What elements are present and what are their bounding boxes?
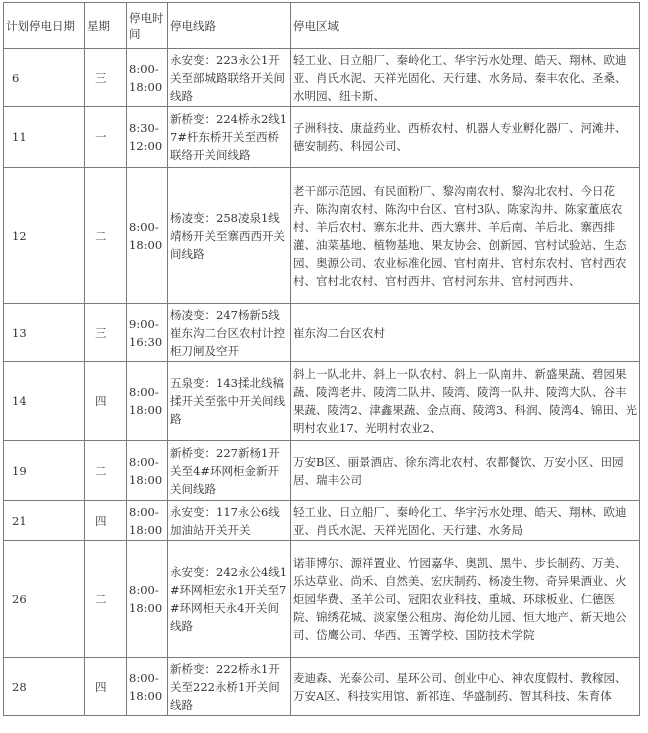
row-time: 8:00-18:00 <box>127 541 168 658</box>
header-row <box>4 3 640 49</box>
row-line: 新桥变：227新杨1开关至4#环网柜金新开关间线路 <box>168 441 291 501</box>
table-row <box>4 304 640 362</box>
row-date: 12 <box>12 228 27 243</box>
row-date: 11 <box>12 130 27 144</box>
header-date: 计划停电日期 <box>4 3 85 49</box>
row-time: 8:00-18:00 <box>127 658 168 716</box>
row-area: 老干部示范园、有民面粉厂、黎沟南农村、黎沟北农村、今日花卉、陈沟南农村、陈沟中台区、官村3队、陈家沟井、陈家董底农村、羊后农村、寨东北井、西大寨井、羊后南、羊后北、寨西排灌、油菜基地、植物基地、果友协会、创新园、官村试验站、生态园、奥源公司、农业标准化园、官村南井、官村东农村、官村西农村、官村北农村、官村西井、官村河东井、官村河西井、 <box>291 168 640 304</box>
row-area: 麦迪森、光泰公司、星环公司、创业中心、神农度假村、教稼园、万安A区、科技实用馆、新祁连、华盛制药、智其科技、朱育体 <box>291 658 640 716</box>
row-day: 一 <box>95 130 107 144</box>
row-date: 28 <box>12 679 27 694</box>
row-area: 轻工业、日立船厂、秦岭化工、华宇污水处理、皓天、翔林、欧迪亚、肖氏水泥、天祥光固化、天行建、水务局、秦丰农化、圣桑、水明园、纽卡斯、 <box>291 49 640 107</box>
row-time: 8:00-18:00 <box>127 362 168 441</box>
header-line: 停电线路 <box>168 3 291 49</box>
row-date: 21 <box>12 513 27 528</box>
row-area: 子洲科技、康益药业、西桥农村、机器人专业孵化器厂、河滩井、德安制药、科园公司、 <box>291 107 640 168</box>
row-day: 二 <box>95 463 107 478</box>
row-line: 永安变：223永公1开关至部城路联络开关间线路 <box>168 49 291 107</box>
table-row <box>4 501 640 541</box>
row-line: 杨凌变：247杨新5线崔东沟二台区农村计控柜刀闸及空开 <box>168 304 291 362</box>
row-area: 万安B区、丽景酒店、徐东湾北农村、农都餐饮、万安小区、田园居、瑞丰公司 <box>291 441 640 501</box>
header-time: 停电时间 <box>127 3 168 49</box>
schedule-wrapper <box>3 2 640 716</box>
row-day: 三 <box>95 70 107 85</box>
table-row <box>4 107 640 168</box>
table-row <box>4 658 640 716</box>
row-day: 三 <box>95 325 107 340</box>
row-date: 13 <box>12 325 27 340</box>
row-date: 6 <box>12 70 20 85</box>
row-day: 四 <box>95 513 107 528</box>
row-date: 19 <box>12 463 27 478</box>
row-area: 轻工业、日立船厂、秦岭化工、华宇污水处理、皓天、翔林、欧迪亚、肖氏水泥、天祥光固化、天行建、水务局 <box>291 501 640 541</box>
table-row <box>4 168 640 304</box>
row-day: 二 <box>95 592 107 606</box>
table-row <box>4 441 640 501</box>
row-area: 诺菲博尔、源祥置业、竹园嘉华、奥凯、黑牛、步长制药、万美、乐达草业、尚禾、自然美、宏庆制药、杨凌生物、奇异果酒业、火炬园华费、圣羊公司、冠阳农业科技、重城、环球板业、仁德医院、锦绣花城、淡家堡公租房、海伦幼儿园、恒大地产、新天地公司、岱鹰公司、华西、玉箐学校、国防技术学院 <box>291 541 640 658</box>
row-line: 永安变：117永公6线加油站开关开关 <box>168 501 291 541</box>
row-time: 8:30-12:00 <box>127 107 168 168</box>
row-time: 8:00-18:00 <box>127 49 168 107</box>
table-row <box>4 362 640 441</box>
row-line: 新桥变：224桥永2线17#杆东桥开关至西桥联络开关间线路 <box>168 107 291 168</box>
row-area: 斜上一队北井、斜上一队农村、斜上一队南井、新盛果蔬、碧园果蔬、陵湾老井、陵湾二队井、陵湾、陵湾一队井、陵湾大队、谷丰果蔬、陵湾2、津鑫果蔬、金点商、陵湾3、科润、陵湾4、锦田、光明村农业17、光明村农业2、 <box>291 362 640 441</box>
row-line: 杨凌变：258凌泉1线靖杨开关至寨西西开关间线路 <box>168 168 291 304</box>
row-date: 14 <box>12 394 27 408</box>
header-day: 星期 <box>85 3 127 49</box>
row-date: 26 <box>12 592 27 606</box>
row-line: 新桥变：222桥永1开关至222永桥1开关间线路 <box>168 658 291 716</box>
row-line: 五泉变：143揉北线稿揉开关至张中开关间线路 <box>168 362 291 441</box>
table-row <box>4 541 640 658</box>
power-outage-table <box>3 2 640 716</box>
table-row <box>4 49 640 107</box>
row-line: 永安变：242永公4线1#环网柜宏永1开关至7#环网柜天永4开关间线路 <box>168 541 291 658</box>
row-day: 二 <box>95 228 107 243</box>
row-area: 崔东沟二台区农村 <box>291 304 640 362</box>
row-time: 8:00-18:00 <box>127 501 168 541</box>
row-time: 8:00-18:00 <box>127 168 168 304</box>
header-area: 停电区域 <box>291 3 640 49</box>
row-day: 四 <box>95 679 107 694</box>
row-time: 9:00-16:30 <box>127 304 168 362</box>
row-time: 8:00-18:00 <box>127 441 168 501</box>
row-day: 四 <box>95 394 107 408</box>
